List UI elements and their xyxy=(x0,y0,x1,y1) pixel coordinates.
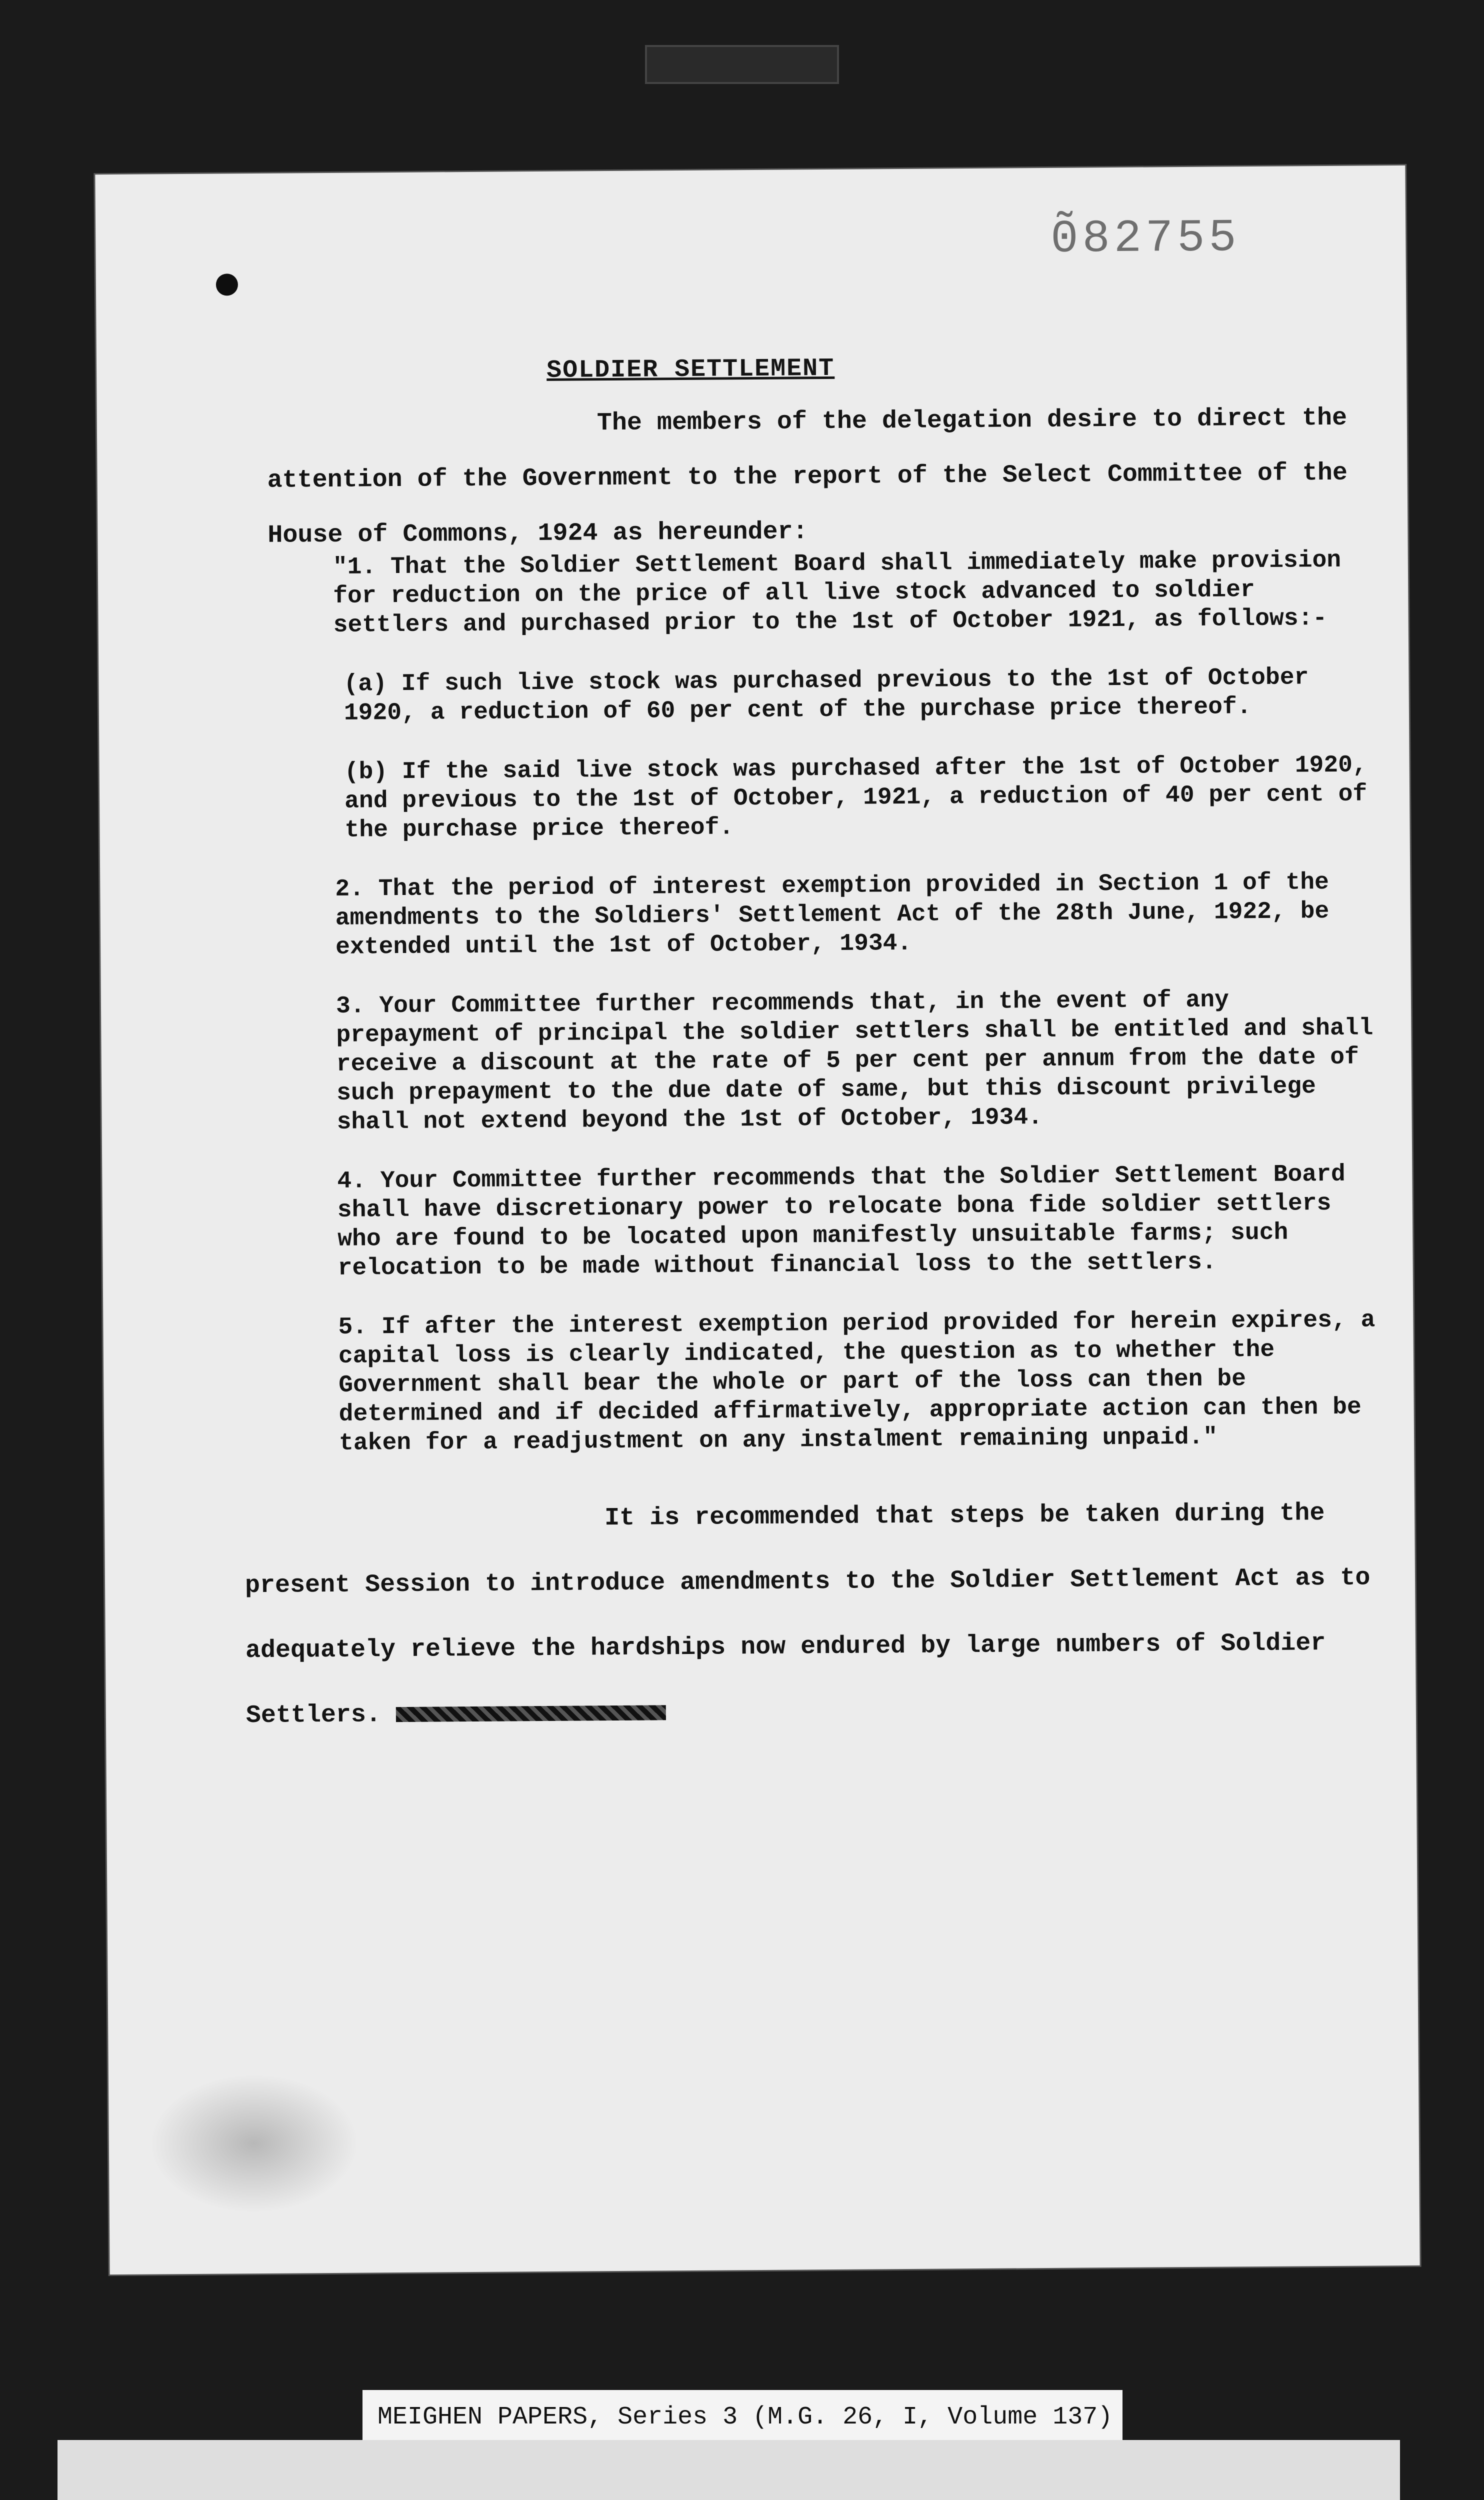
committee-report-quote xyxy=(333,546,1390,1488)
item-3: 3. Your Committee further recommends that, in the event of any prepayment of principal the soldier settlers shall be entitled and shall receive a discount at the rate of 5 per cent per annum from the date of such prepayment to the due date of same, but this discount privilege shall not extend beyond the 1st of October, 1934. xyxy=(336,986,1374,1136)
punch-hole xyxy=(216,274,238,296)
item-1a: (a) If such live stock was purchased previous to the 1st of October 1920, a reduction of 60 per cent of the purchase price thereof. xyxy=(344,664,1309,727)
item-2: 2. That the period of interest exemption provided in Section 1 of the amendments to the Soldiers' Settlement Act of the 28th June, 1922, be extended until the 1st of October, 1934. xyxy=(335,869,1330,961)
intro-paragraph xyxy=(267,390,1368,563)
closing-paragraph xyxy=(244,1480,1376,1748)
series-label: MEIGHEN PAPERS, Series 3 (M.G. 26, I, Volume 137) xyxy=(362,2390,1122,2445)
archives-card xyxy=(58,2440,1400,2500)
reference-number: 0̃82755 xyxy=(1050,212,1240,266)
page-clip xyxy=(645,45,839,84)
struck-out-text xyxy=(396,1705,666,1722)
intro-text: The members of the delegation desire to direct the attention of the Government to the report of the Select Committee of the House of Commons, 1924 as hereunder: xyxy=(267,404,1348,550)
closing-text: It is recommended that steps be taken during the present Session to introduce amendments to the Soldier Settlement Act as to adequately relieve the hardships now endured by large numbers of Soldier Settlers. xyxy=(244,1499,1370,1730)
item-1b: (b) If the said live stock was purchased after the 1st of October 1920, and previous to the 1st of October, 1921, a reduction of 40 per cent of the purchase price thereof. xyxy=(344,752,1368,844)
document-title: SOLDIER SETTLEMENT xyxy=(546,354,835,385)
faded-stamp xyxy=(148,2073,360,2214)
item-5: 5. If after the interest exemption period provided for herein expires, a capital loss is clearly indicated, the question as to whether the Government shall bear the whole or part of the loss can then be determined and if decided affirmatively, appropriate action can then be taken for a readjustment on any instalment remaining unpaid." xyxy=(338,1306,1376,1457)
item-4: 4. Your Committee further recommends that the Soldier Settlement Board shall have discretionary power to relocate bona fide soldier settlers who are found to be located upon manifestly unsuitable farms; such relocation to be made without financial loss to the settlers. xyxy=(337,1160,1346,1282)
document-page xyxy=(95,166,1420,2274)
item-1: "1. That the Soldier Settlement Board shall immediately make provision for reduction on the price of all live stock advanced to soldier settlers and purchased prior to the 1st of October 1921, as follows:- xyxy=(332,546,1342,639)
